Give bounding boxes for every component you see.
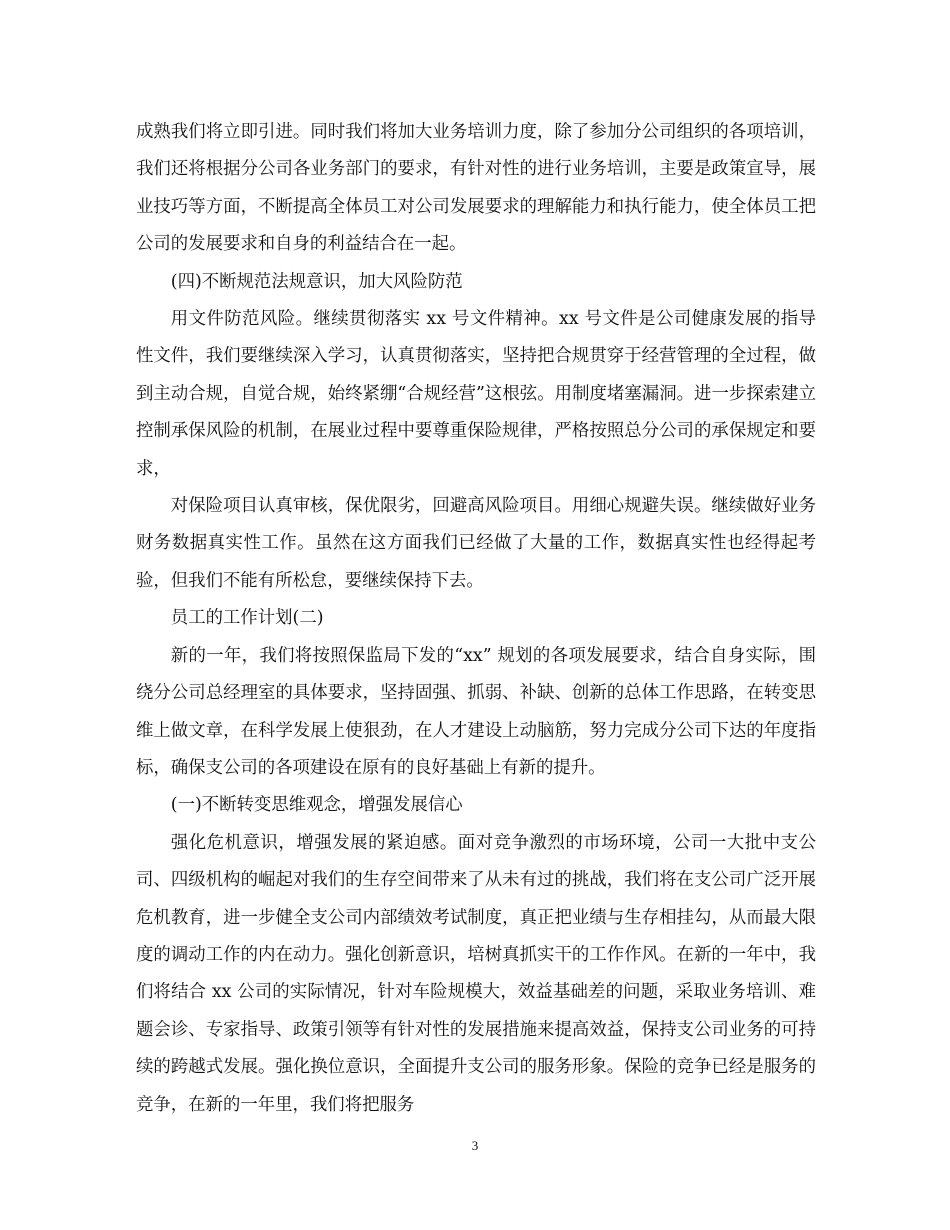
paragraph-risk-review: 对保险项目认真审核，保优限劣，回避高风险项目。用细心规避失误。继续做好业务财务数据真实性工作。虽然在这方面我们已经做了大量的工作，数据真实性也经得起考验，但我们不能有所松怠，要继续保持下去。: [136, 496, 816, 591]
paragraph-continuation: 成熟我们将立即引进。同时我们将加大业务培训力度，除了参加分公司组织的各项培训，我们还将根据分公司各业务部门的要求，有针对性的进行业务培训，主要是政策宣导，展业技巧等方面，不断提高全体员工对公司发展要求的理解能力和执行能力，使全体员工把公司的发展要求和自身的利益结合在一起。: [136, 122, 816, 255]
paragraph-crisis-awareness: 强化危机意识，增强发展的紧迫感。面对竞争激烈的市场环境，公司一大批中支公司、四级机构的崛起对我们的生存空间带来了从未有过的挑战，我们将在支公司广泛开展危机教育，进一步健全支公司内部绩效考试制度，真正把业绩与生存相挂勾，从而最大限度的调动工作的内在动力。强化创新意识，培树真抓实干的工作作风。在新的一年中，我们将结合 xx 公司的实际情况，针对车险规模大，效益基础差的问题，采取业务培训、难题会诊、专家指导、政策引领等有针对性的发展措施来提高效益，保持支公司业务的可持续的跨越式发展。强化换位意识，全面提升支公司的服务形象。保险的竞争已经是服务的竞争，在新的一年里，我们将把服务: [136, 832, 816, 1115]
paragraph-risk-documents: 用文件防范风险。继续贯彻落实 xx 号文件精神。xx 号文件是公司健康发展的指导性文件，我们要继续深入学习，认真贯彻落实，坚持把合规贯穿于经营管理的全过程，做到主动合规，自觉合规，始终紧绷“合规经营”这根弦。用制度堵塞漏洞。进一步探索建立控制承保风险的机制，在展业过程中要尊重保险规律，严格按照总分公司的承保规定和要求，: [136, 309, 816, 479]
paragraph-new-year-plan: 新的一年，我们将按照保监局下发的“xx” 规划的各项发展要求，结合自身实际，围绕分公司总经理室的具体要求，坚持固强、抓弱、补缺、创新的总体工作思路，在转变思维上做文章，在科学发展上使狠劲，在人才建设上动脑筋，努力完成分公司下达的年度指标，确保支公司的各项建设在原有的良好基础上有新的提升。: [136, 645, 816, 778]
section-heading-change-thinking: (一)不断转变思维观念，增强发展信心: [170, 795, 463, 816]
section-heading-risk-prevention: (四)不断规范法规意识，加大风险防范: [170, 271, 463, 292]
section-title-work-plan-two: 员工的工作计划(二): [170, 608, 324, 629]
body-text: [136, 114, 816, 1124]
page-number: 3: [471, 1138, 479, 1153]
